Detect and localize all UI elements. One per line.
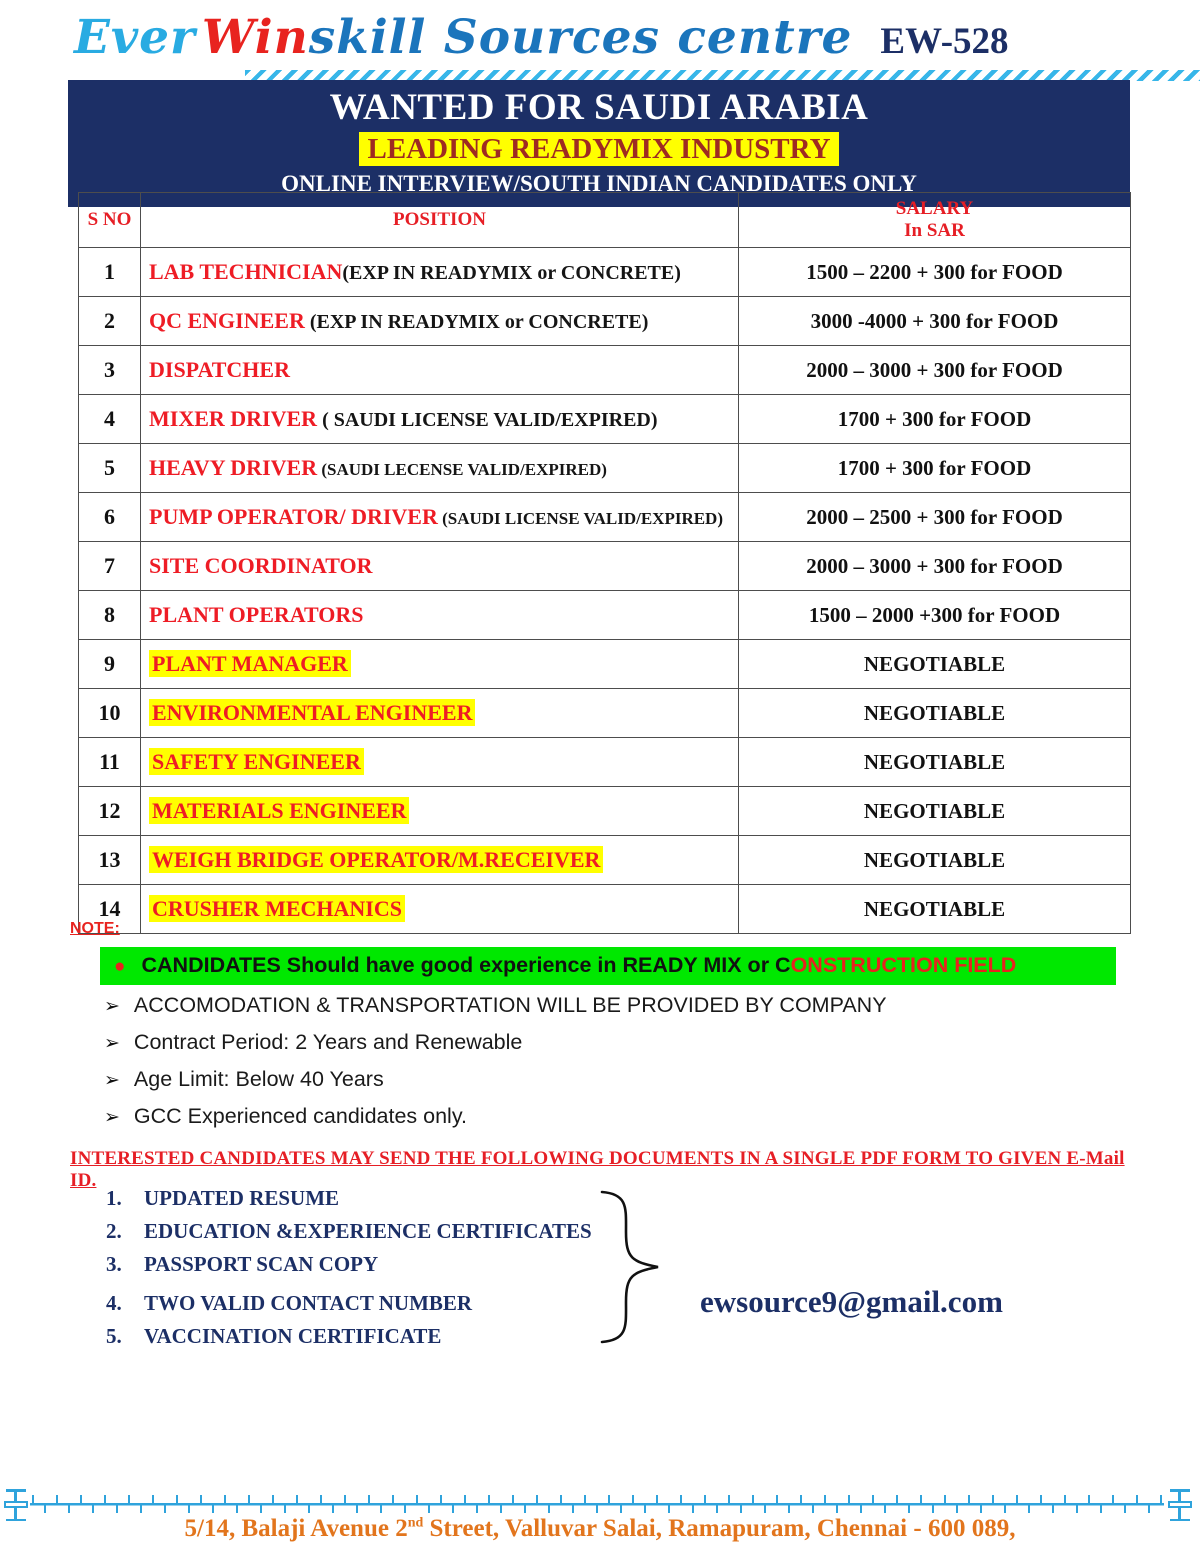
table-row	[79, 591, 1131, 640]
note-section	[70, 920, 1132, 1140]
doc-item-number: 3.	[106, 1252, 122, 1276]
row-salary: NEGOTIABLE	[739, 787, 1131, 836]
doc-item-number: 1.	[106, 1186, 122, 1210]
row-salary: 2000 – 3000 + 300 for FOOD	[739, 542, 1131, 591]
banner-condition: ONLINE INTERVIEW/SOUTH INDIAN CANDIDATES ONLY	[281, 171, 917, 196]
table-row	[79, 444, 1131, 493]
contact-email[interactable]: ewsource9@gmail.com	[700, 1284, 1003, 1319]
row-sno: 10	[79, 689, 141, 738]
row-sno: 11	[79, 738, 141, 787]
note-bullet	[104, 992, 1132, 1020]
address-part2: Street, Valluvar Salai, Ramapuram, Chennai - 600 089,	[423, 1515, 1016, 1542]
document-item	[106, 1291, 592, 1315]
arrow-bullet-icon: ➢	[104, 1070, 120, 1091]
arrow-bullet-icon: ➢	[104, 996, 120, 1017]
row-sno: 2	[79, 297, 141, 346]
row-sno: 7	[79, 542, 141, 591]
table-row	[79, 493, 1131, 542]
footer-ruler-divider	[30, 1495, 1164, 1513]
row-position-title: WEIGH BRIDGE OPERATOR/M.RECEIVER	[149, 846, 603, 873]
company-logo	[74, 10, 1009, 65]
row-sno: 8	[79, 591, 141, 640]
positions-table-body	[79, 248, 1131, 934]
positions-table	[78, 192, 1131, 934]
header-salary-line1: SALARY	[895, 198, 974, 219]
doc-item-text: VACCINATION CERTIFICATE	[144, 1324, 442, 1348]
table-row	[79, 297, 1131, 346]
row-salary: NEGOTIABLE	[739, 640, 1131, 689]
doc-item-text: EDUCATION &EXPERIENCE CERTIFICATES	[144, 1219, 592, 1243]
row-sno: 4	[79, 395, 141, 444]
row-position-detail: (EXP IN READYMIX or CONCRETE)	[342, 262, 681, 284]
note-bullet-text: ACCOMODATION & TRANSPORTATION WILL BE PROVIDED BY COMPANY	[133, 993, 887, 1017]
header-salary-line2: In SAR	[904, 220, 965, 241]
documents-list	[106, 1186, 592, 1357]
row-salary: 3000 -4000 + 300 for FOOD	[739, 297, 1131, 346]
logo-text-rest: skill Sources centre	[308, 10, 853, 65]
table-header-row	[79, 193, 1131, 248]
row-salary: NEGOTIABLE	[739, 689, 1131, 738]
row-salary: 1500 – 2000 +300 for FOOD	[739, 591, 1131, 640]
documents-heading: INTERESTED CANDIDATES MAY SEND THE FOLLOWING DOCUMENTS IN A SINGLE PDF FORM TO GIVEN E-Mail ID.	[70, 1148, 1125, 1191]
table-row	[79, 248, 1131, 297]
document-item	[106, 1219, 592, 1243]
row-position-title: PUMP OPERATOR/ DRIVER	[149, 504, 438, 529]
row-position-title: LAB TECHNICIAN	[149, 259, 343, 284]
row-sno: 6	[79, 493, 141, 542]
row-sno: 1	[79, 248, 141, 297]
row-salary: 2000 – 2500 + 300 for FOOD	[739, 493, 1131, 542]
arrow-bullet-icon: ➢	[104, 1033, 120, 1054]
logo-text-ever: Ever	[74, 10, 196, 65]
row-salary: 1700 + 300 for FOOD	[739, 395, 1131, 444]
doc-item-text: UPDATED RESUME	[144, 1186, 340, 1210]
table-row	[79, 787, 1131, 836]
row-position-title: ENVIRONMENTAL ENGINEER	[149, 699, 475, 726]
row-sno: 3	[79, 346, 141, 395]
row-position-title: HEAVY DRIVER	[149, 455, 318, 480]
row-position-title: SAFETY ENGINEER	[149, 748, 364, 775]
logo-text-win: Win	[201, 10, 309, 65]
note-highlight-bullet	[100, 947, 1116, 985]
table-row	[79, 738, 1131, 787]
row-sno: 5	[79, 444, 141, 493]
row-sno: 12	[79, 787, 141, 836]
document-item	[106, 1186, 592, 1210]
note-bullet-text: Contract Period: 2 Years and Renewable	[133, 1030, 523, 1054]
banner-title: WANTED FOR SAUDI ARABIA	[329, 87, 869, 128]
doc-item-number: 2.	[106, 1219, 122, 1243]
header-sno: S NO	[79, 193, 141, 248]
row-salary: 2000 – 3000 + 300 for FOOD	[739, 346, 1131, 395]
row-position-title: PLANT OPERATORS	[149, 602, 364, 627]
row-salary: NEGOTIABLE	[739, 836, 1131, 885]
document-item	[106, 1324, 592, 1348]
row-salary: NEGOTIABLE	[739, 738, 1131, 787]
row-position-detail: (SAUDI LICENSE VALID/EXPIRED)	[437, 509, 723, 528]
note-bullet	[104, 1066, 1132, 1094]
row-sno: 14	[79, 885, 141, 934]
footer-address	[0, 1515, 1200, 1543]
curly-brace-graphic	[596, 1186, 668, 1353]
table-row	[79, 836, 1131, 885]
table-row	[79, 689, 1131, 738]
title-banner	[68, 80, 1130, 207]
table-row	[79, 395, 1131, 444]
note-bullets	[104, 992, 1132, 1131]
table-row	[79, 346, 1131, 395]
row-sno: 13	[79, 836, 141, 885]
address-part1: 5/14, Balaji Avenue 2	[184, 1515, 408, 1542]
row-position-title: PLANT MANAGER	[149, 650, 351, 677]
arrow-bullet-icon: ➢	[104, 1107, 120, 1128]
header-salary	[739, 193, 1131, 248]
row-sno: 9	[79, 640, 141, 689]
doc-item-text: TWO VALID CONTACT NUMBER	[144, 1291, 473, 1315]
address-ordinal: nd	[407, 1515, 424, 1531]
table-row	[79, 542, 1131, 591]
header-position: POSITION	[141, 193, 739, 248]
note-label: NOTE:	[70, 920, 120, 937]
doc-item-number: 4.	[106, 1291, 122, 1315]
row-position-title: MIXER DRIVER	[149, 406, 318, 431]
row-position-title: QC ENGINEER	[149, 308, 305, 333]
note-bullet	[104, 1103, 1132, 1131]
note-bullet	[104, 1029, 1132, 1057]
row-position-title: CRUSHER MECHANICS	[149, 895, 405, 922]
note-highlight-text-black: CANDIDATES Should have good experience in READY MIX or C	[141, 953, 791, 977]
row-position-title: DISPATCHER	[149, 357, 290, 382]
advert-code: EW-528	[880, 21, 1009, 62]
doc-item-text: PASSPORT SCAN COPY	[144, 1252, 379, 1276]
row-position-title: SITE COORDINATOR	[149, 553, 373, 578]
document-item	[106, 1252, 592, 1276]
doc-item-number: 5.	[106, 1324, 122, 1348]
note-highlight-text-red: ONSTRUCTION FIELD	[790, 953, 1017, 977]
row-salary: 1500 – 2200 + 300 for FOOD	[739, 248, 1131, 297]
row-position-detail: ( SAUDI LICENSE VALID/EXPIRED)	[317, 409, 658, 431]
note-bullet-text: GCC Experienced candidates only.	[133, 1104, 467, 1128]
row-salary: 1700 + 300 for FOOD	[739, 444, 1131, 493]
row-position-title: MATERIALS ENGINEER	[149, 797, 409, 824]
row-salary: NEGOTIABLE	[739, 885, 1131, 934]
table-row	[79, 640, 1131, 689]
row-position-detail: (SAUDI LECENSE VALID/EXPIRED)	[317, 460, 607, 479]
bullet-dot-icon: ●	[114, 956, 126, 977]
row-position-detail: (EXP IN READYMIX or CONCRETE)	[304, 311, 649, 333]
note-bullet-text: Age Limit: Below 40 Years	[133, 1067, 384, 1091]
banner-subtitle-highlight: LEADING READYMIX INDUSTRY	[359, 132, 838, 166]
